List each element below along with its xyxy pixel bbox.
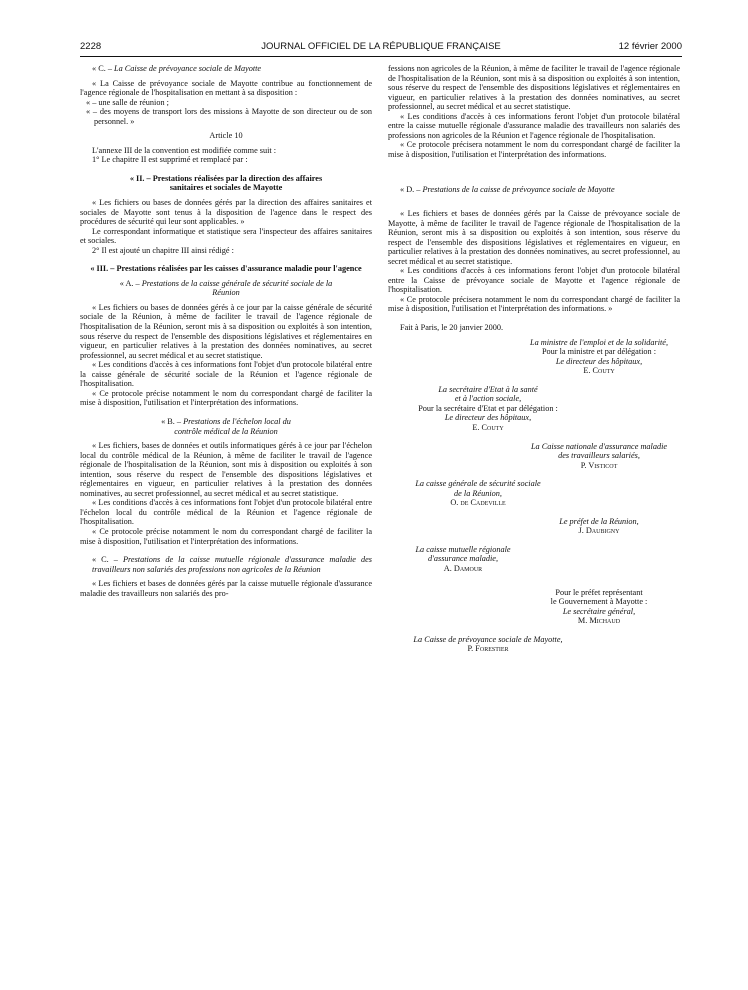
signature-block: La Caisse nationale d'assurance maladie des travailleurs salariés, P. Visticot [530, 441, 668, 470]
section-heading: « A. – Prestations de la caisse générale de sécurité sociale de la Réunion [119, 278, 333, 298]
list-item: « – une salle de réunion ; [86, 97, 169, 107]
header-rule [80, 56, 682, 57]
page-header [80, 40, 682, 54]
paragraph: fessions non agricoles de la Réunion, à même de faciliter le travail de l'agence régionale de l'hospitalisation de la Réunion, sont mis à sa disposition ou exploités à son intention, sous réserve du respect de l'ensemble des dispositions législatives et réglementaires en vigueur, en particulier relatives à la prestation des données nominatives, au secret professionnel, au secret médical et au secret statistique. [388, 64, 680, 112]
signature-block: La caisse mutuelle régionale d'assurance maladie, A. Damour [415, 544, 511, 573]
section-heading: « B. – Prestations de l'échelon local du contrôle médical de la Réunion [161, 416, 291, 436]
signature-block: La ministre de l'emploi et de la solidarité, Pour la ministre et par délégation : Le directeur des hôpitaux, E. Couty [529, 337, 669, 376]
paragraph: L'annexe III de la convention est modifiée comme suit : [92, 145, 277, 155]
paragraph: « Les conditions d'accès à ces informations feront l'objet d'un protocole bilatéral entre la caisse mutuelle régionale d'assurance maladie des travailleurs non salariés des professions non agricoles de la Réunion et l'agence régionale de l'hospitalisation. [388, 111, 680, 140]
section-heading: « C. – Prestations de la caisse mutuelle régionale d'assurance maladie des travailleurs non salariés des professions non agricoles de la Réunion [92, 555, 372, 574]
signature-block: Le préfet de la Réunion, J. Daubigny [559, 516, 639, 536]
paragraph: « La Caisse de prévoyance sociale de Mayotte contribue au fonctionnement de l'agence régionale de l'hospitalisation en mettant à sa disposition : [80, 78, 372, 98]
page-number: 2228 [80, 41, 102, 52]
paragraph: « Les fichiers ou bases de données gérés à ce jour par la caisse générale de sécurité sociale de la Réunion, à même de faciliter le travail de l'agence régionale de l'hospitalisation de la Réunion, seront mis à sa disposition ou exploités à son intention, sous réserve du respect de l'ensemble des dispositions législatives et réglementaires en vigueur, en particulier relatives à la prestation des données nominatives, au secret professionnel, au secret médical et au secret statistique. [80, 302, 372, 360]
signature-block: La Caisse de prévoyance sociale de Mayotte, P. Forestier [413, 634, 563, 654]
paragraph: « Les fichiers ou bases de données gérés par la direction des affaires sanitaires et sociales de Mayotte sont tenus à la disposition de l'agence dans le respect des procédures de sécurité qui leur sont applicables. » [80, 198, 372, 227]
paragraph: « Les fichiers et bases de données gérés par la caisse mutuelle régionale d'assurance maladie des travailleurs non salariés des pro- [80, 579, 372, 598]
signature-block: La secrétaire d'Etat à la santé et à l'action sociale, Pour la secrétaire d'Etat et par délégation : Le directeur des hôpitaux, E. Couty [418, 384, 558, 432]
paragraph: Le correspondant informatique et statistique sera l'inspecteur des affaires sanitaires et sociales. [80, 226, 372, 246]
paragraph: « Les fichiers et bases de données gérés par la Caisse de prévoyance sociale de Mayotte, à même de faciliter le travail de l'agence régionale de l'hospitalisation de la Réunion, seront mis à sa disposition ou exploités à son intention, sous réserve du respect de l'ensemble des dispositions législatives et réglementaires en vigueur, en particulier relatives à la prestation des données nominatives, au secret professionnel, au secret médical et au secret statistique. [388, 209, 680, 266]
paragraph: « Ce protocole précise notamment le nom du correspondant chargé de faciliter la mise à disposition, l'utilisation et l'interprétation des informations. [80, 388, 372, 408]
issue-date: 12 février 2000 [618, 41, 682, 52]
paragraph: 1° Le chapitre II est supprimé et remplacé par : [92, 155, 248, 165]
chapter-heading: « II. – Prestations réalisées par la direction des affaires sanitaires et sociales de Mayotte [129, 173, 323, 193]
paragraph: « Les conditions d'accès à ces informations font l'objet d'un protocole bilatéral entre l'échelon local du contrôle médical de la Réunion et l'agence régionale de l'hospitalisation. [80, 498, 372, 527]
journal-title: JOURNAL OFFICIEL DE LA RÉPUBLIQUE FRANÇAISE [261, 41, 501, 52]
article-title: Article 10 [209, 131, 243, 141]
right-column [388, 64, 680, 654]
signature-block: La caisse générale de sécurité sociale de la Réunion, O. de Cadeville [415, 479, 541, 508]
paragraph: « Ce protocole précisera notamment le nom du correspondant chargé de faciliter la mise à disposition, l'utilisation et l'interprétation des informations. [388, 140, 680, 159]
paragraph: « Les conditions d'accès à ces informations font l'objet d'un protocole bilatéral entre la caisse générale de sécurité sociale de la Réunion et l'agence régionale de l'hospitalisation. [80, 360, 372, 389]
signature-block: Pour le préfet représentant le Gouvernement à Mayotte : Le secrétaire général, M. Michaud [550, 587, 648, 626]
section-heading: « C. – La Caisse de prévoyance sociale de Mayotte [92, 64, 262, 73]
section-heading: « D. – Prestations de la caisse de prévoyance sociale de Mayotte [400, 185, 615, 195]
paragraph: « Les conditions d'accès à ces informations feront l'objet d'un protocole bilatéral entre la Caisse de prévoyance sociale de Mayotte et l'agence régionale de l'hospitalisation. [388, 266, 680, 295]
chapter-heading: « III. – Prestations réalisées par les caisses d'assurance maladie pour l'agence [90, 264, 362, 274]
paragraph: « Ce protocole précisera notamment le nom du correspondant chargé de faciliter la mise à disposition, l'utilisation et l'interprétation des informations. » [388, 294, 680, 314]
paragraph: « Ce protocole précise notamment le nom du correspondant chargé de faciliter la mise à disposition, l'utilisation et l'interprétation des informations. [80, 526, 372, 546]
list-item: « – des moyens de transport lors des missions à Mayotte de son directeur ou de son personnel. » [86, 107, 372, 126]
left-column [80, 64, 372, 598]
signing-place-date: Fait à Paris, le 20 janvier 2000. [400, 323, 504, 333]
paragraph: 2° Il est ajouté un chapitre III ainsi rédigé : [92, 245, 234, 255]
paragraph: « Les fichiers, bases de données et outils informatiques gérés à ce jour par l'échelon local du contrôle médical de la Réunion, à même de faciliter le travail de l'agence régionale de l'hospitalisation de la Réunion, sont mis à disposition ou exploités à son intention, sous réserve du respect de l'ensemble des dispositions législatives et réglementaires en vigueur, en particulier relatives à la prestation des données nominatives, au secret professionnel, au secret médical et au secret statistique. [80, 441, 372, 498]
